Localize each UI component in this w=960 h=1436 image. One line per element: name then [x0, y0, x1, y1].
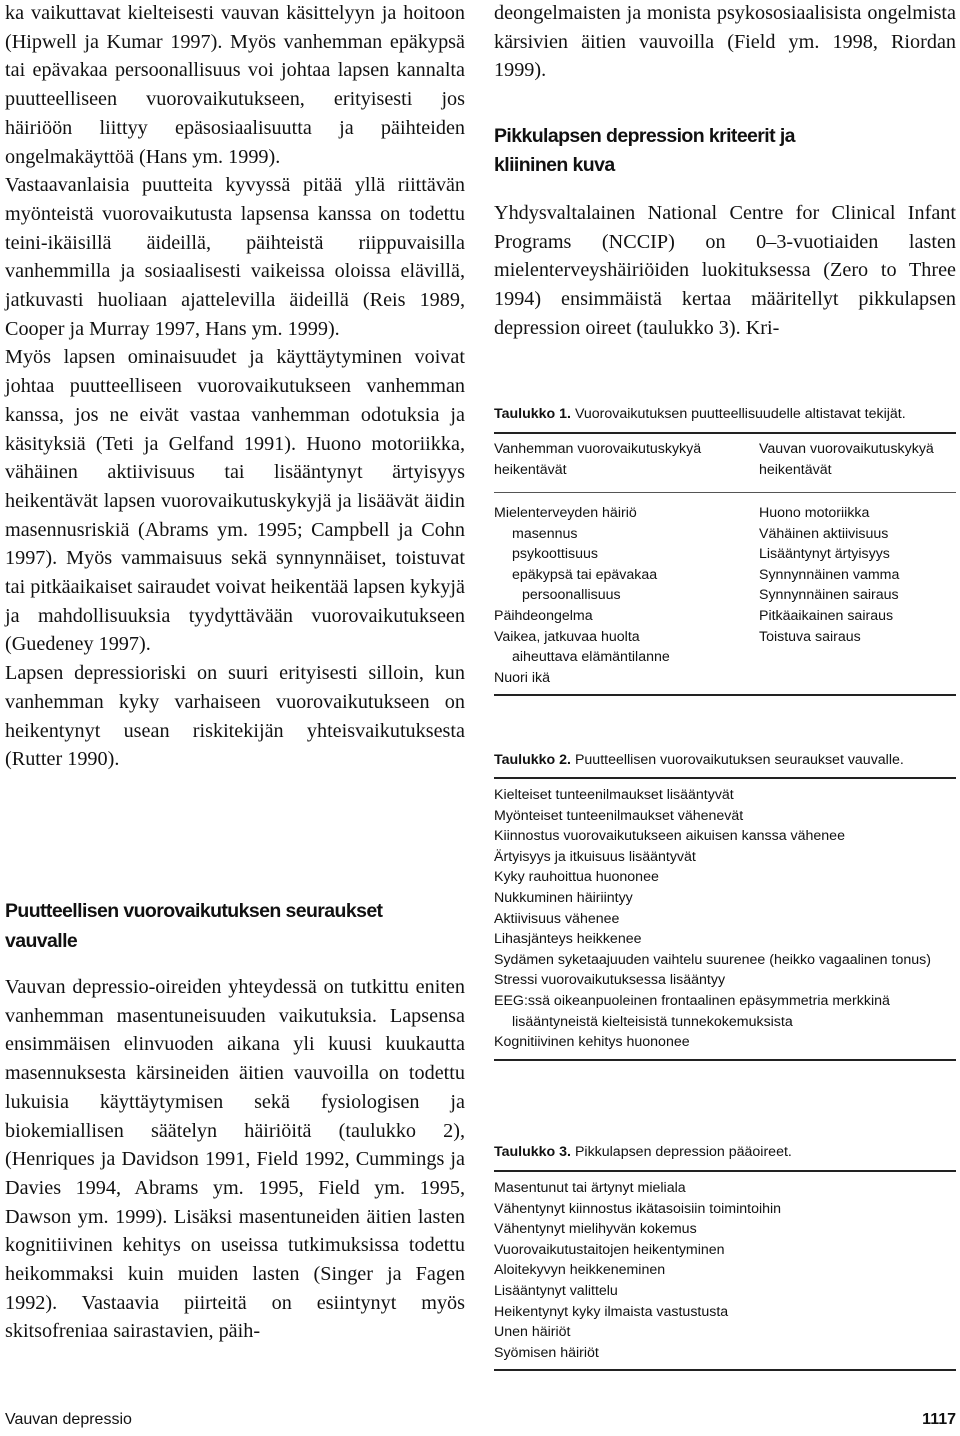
paragraph: Yhdysvaltalainen National Centre for Clinical Infant Programs (NCCIP) on 0–3-vuotiaiden lasten mielenterveyshäiriöiden luokituksessa (Zero to Three 1994) ensimmäistä kertaa määritellyt pikkulapsen depression oireet (taulukko 3). Kri- [494, 202, 956, 339]
paragraph: ka vaikuttavat kielteisesti vauvan käsittelyyn ja hoitoon (Hipwell ja Kumar 1997). Myös vanhemman epäkypsä tai epävakaa persoonallisuus voi johtaa lapsen kannalta puutteelliseen vuorovaikutukseen, erityisesti jos häiriöön liittyy epäsosiaalisuutta ja päihteiden ongelmakäyttöä (Hans ym. 1999). [5, 2, 465, 168]
column-header: Vanhemman vuorovaikutuskykyä heikentävät [494, 441, 702, 478]
table-row: Unen häiriöt [494, 1324, 571, 1341]
column-header: Vauvan vuorovaikutuskykyä heikentävät [759, 441, 934, 478]
section-heading: Pikkulapsen depression kriteerit ja kliininen kuva [494, 125, 795, 176]
table-row: Ärtyisyys ja itkuisuus lisääntyvät [494, 848, 696, 865]
table-row: Lisääntynyt valittelu [494, 1282, 618, 1299]
table-row: EEG:ssä oikeanpuoleinen frontaalinen epäsymmetria merkkinä lisääntyneistä kielteisistä tunnekokemuksista [494, 992, 890, 1030]
table-cell: Nuori ikä [494, 669, 550, 686]
table-cell: Synnynnäinen sairaus [759, 587, 899, 604]
table-bottom-rule [494, 1369, 956, 1371]
table-row: Kyky rauhoittua huononee [494, 869, 659, 886]
table-row: Kognitiivinen kehitys huononee [494, 1034, 690, 1051]
table-row: Heikentynyt kyky ilmaista vastustusta [494, 1303, 729, 1320]
table-row: Lihasjänteys heikkenee [494, 931, 642, 948]
table-caption-text: Pikkulapsen depression pääoireet. [574, 1144, 792, 1160]
table-cell: Vähäinen aktiivisuus [759, 525, 889, 542]
body-text-bottom [5, 973, 465, 1346]
table-body [494, 1178, 956, 1363]
table-row: Aloitekyvyn heikkeneminen [494, 1262, 666, 1279]
table-top-rule [494, 1170, 956, 1172]
section-heading: Puutteellisen vuorovaikutuksen seuraukset vauvalle [5, 900, 383, 952]
table-cell: Lisääntynyt ärtyisyys [759, 546, 890, 563]
table-row: Myönteiset tunteenilmaukset vähenevät [494, 807, 744, 824]
table-label: Taulukko 2. [494, 752, 571, 768]
table-2 [494, 751, 956, 1061]
table-row: Sydämen syketaajuuden vaihtelu suurenee (heikko vagaalinen tonus) [494, 951, 931, 968]
table-caption-text: Puutteellisen vuorovaikutuksen seuraukset vauvalle. [574, 752, 904, 768]
table-3 [494, 1143, 956, 1371]
table-cell: Mielenterveyden häiriö [494, 505, 637, 521]
table-row: Vuorovaikutustaitojen heikentyminen [494, 1241, 725, 1258]
table-cell: masennus [512, 525, 578, 542]
table-row: Kiinnostus vuorovaikutukseen aikuisen kanssa vähenee [494, 828, 845, 845]
table-cell: Vaikea, jatkuvaa huolta aiheuttava elämäntilanne [494, 628, 670, 666]
running-footer: Vauvan depressio [5, 1411, 132, 1428]
table-row: Aktiivisuus vähenee [494, 910, 620, 927]
table-bottom-rule [494, 1059, 956, 1061]
table-column-1 [494, 503, 694, 688]
table-bottom-rule [494, 694, 956, 696]
table-body [494, 785, 956, 1053]
table-cell: persoonallisuus [522, 587, 621, 604]
table-caption [494, 405, 956, 424]
page-number: 1117 [922, 1411, 956, 1428]
body-text-right [494, 199, 956, 343]
table-row: Masentunut tai ärtynyt mieliala [494, 1180, 686, 1196]
table-row: Vähentynyt mielihyvän kokemus [494, 1221, 697, 1238]
table-cell: epäkypsä tai epävakaa [512, 566, 658, 583]
table-row: Stressi vuorovaikutuksessa lisääntyy [494, 972, 726, 989]
paragraph: Vauvan depressio-oireiden yhteydessä on tutkittu eniten vanhemman masentuneisuuden vaikutuksia. Lapsensa ensimmäisen elinvuoden aikana yli kuusi kuukautta masennuksesta kärsineiden äitien vauvoilla on todettu lukuisia käyttäytymisen sekä fysiologisen ja biokemiallisen säätelyn häiriöitä (taulukko 2), (Henriques ja Davidson 1991, Field 1992, Cummings ja Davies 1994, Abrams ym. 1995, Field ym. 1995, Dawson ym. 1999). Lisäksi masentuneiden äitien lasten kognitiivinen kehitys on useissa tutkimuksissa todettu heikommaksi kuin muiden lasten (Singer ja Fagen 1992). Vastaavia piirteitä on esiintynyt myös skitsofreniaa sairastavien, päih- [5, 976, 465, 1343]
paragraph: Lapsen depressioriski on suuri erityisesti silloin, kun vanhemman kyky varhaiseen vuorovaikutukseen on heikentynyt usean riskitekijän yhteisvaikutuksesta (Rutter 1990). [5, 662, 465, 771]
table-column-2 [759, 503, 959, 647]
table-caption [494, 751, 956, 770]
table-top-rule [494, 777, 956, 779]
body-text-top [5, 0, 465, 774]
paragraph: Vastaavanlaisia puutteita kyvyssä pitää yllä riittävän myönteistä vuorovaikutusta lapsensa kanssa on todettu teini-ikäisillä äideillä, päihteistä riippuvaisilla vanhemmilla ja sosiaalisesti vaikeissa oloissa elävillä, jatkuvasti huoliaan ajattelevilla äideillä (Reis 1989, Cooper ja Murray 1997, Hans ym. 1999). [5, 174, 465, 340]
table-cell: Huono motoriikka [759, 505, 870, 521]
table-1 [494, 405, 956, 696]
table-row: Kielteiset tunteenilmaukset lisääntyvät [494, 787, 734, 803]
table-body [494, 493, 956, 686]
table-row: Syömisen häiriöt [494, 1344, 599, 1361]
table-caption-text: Vuorovaikutuksen puutteellisuudelle altistavat tekijät. [574, 406, 906, 422]
table-cell: Toistuva sairaus [759, 628, 861, 645]
body-text-right-top [494, 0, 956, 85]
table-cell: psykoottisuus [512, 546, 598, 563]
table-label: Taulukko 1. [494, 406, 571, 422]
paragraph: deongelmaisten ja monista psykososiaalisista ongelmista kärsivien äitien vauvoilla (Field ym. 1998, Riordan 1999). [494, 2, 956, 82]
table-caption [494, 1143, 956, 1162]
table-row: Nukkuminen häiriintyy [494, 889, 633, 906]
table-cell: Päihdeongelma [494, 607, 593, 624]
table-label: Taulukko 3. [494, 1144, 571, 1160]
table-header-row [494, 434, 956, 492]
table-row: Vähentynyt kiinnostus ikätasoisiin toimintoihin [494, 1200, 782, 1217]
table-cell: Synnynnäinen vamma [759, 566, 900, 583]
paragraph: Myös lapsen ominaisuudet ja käyttäytyminen voivat johtaa puutteelliseen vuorovaikutukseen vanhemman kanssa, jos ne eivät vastaa vanhemman odotuksia ja käsityksiä (Teti ja Gelfand 1991). Huono motoriikka, vähäinen aktiivisuus tai lisääntynyt ärtyisyys heikentävät lapsen vuorovaikutuskykyjä ja lisäävät äidin masennusriskiä (Abrams ym. 1995; Campbell ja Cohn 1997). Myös vammaisuus sekä synnynnäiset, toistuvat tai pitkäaikaiset sairaudet voivat heikentää lapsen kykyjä ja mahdollisuuksia tyydyttävään vuorovaikutukseen (Guedeney 1997). [5, 346, 465, 656]
table-cell: Pitkäaikainen sairaus [759, 607, 894, 624]
